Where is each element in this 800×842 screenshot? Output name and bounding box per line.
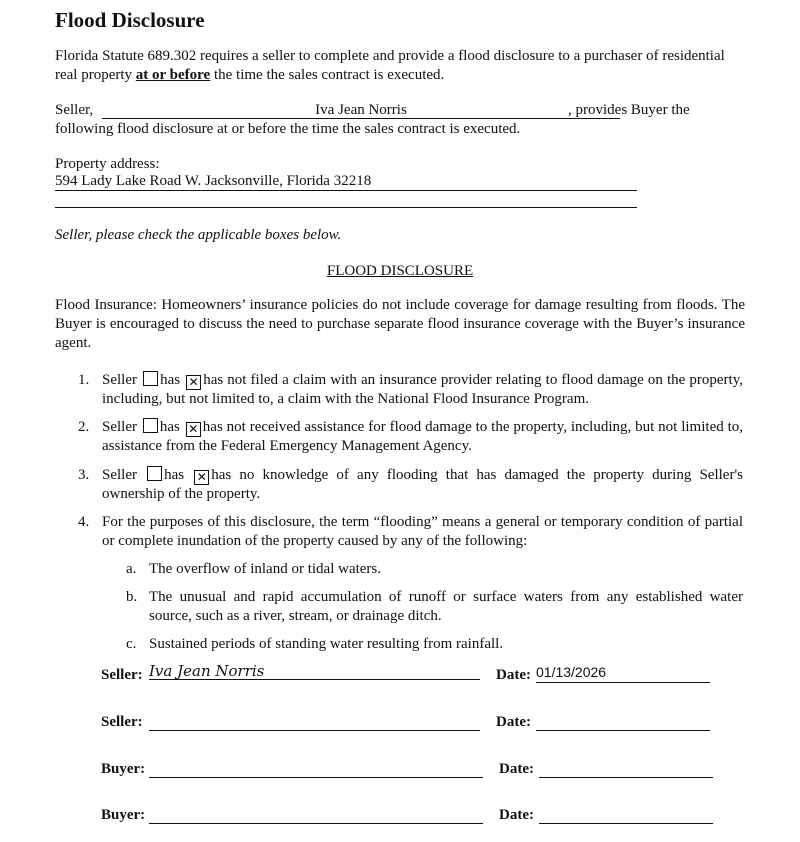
item-number: 3. <box>78 467 90 483</box>
seller-1-label: Seller: <box>101 667 143 683</box>
seller-statement <box>55 101 755 139</box>
property-address-field-2[interactable] <box>55 190 637 208</box>
sub-letter: b. <box>126 589 138 605</box>
buyer-2-signature-field[interactable] <box>149 806 483 824</box>
intro-text-after: the time the sales contract is executed. <box>210 67 445 83</box>
seller-prefix: Seller, <box>55 102 94 118</box>
has-label: has <box>159 419 180 435</box>
seller-suffix: , provides Buyer the <box>568 102 690 118</box>
item-seller-label: Seller <box>102 372 137 388</box>
sub-letter: c. <box>126 636 137 652</box>
disclosure-item-3 <box>78 466 743 506</box>
statute-intro <box>55 47 745 85</box>
has-not-checkbox-1[interactable]: ✕ <box>186 375 201 390</box>
sub-letter: a. <box>126 561 137 577</box>
buyer-1-label: Buyer: <box>101 761 146 777</box>
item-seller-label: Seller <box>102 419 137 435</box>
document-title: Flood Disclosure <box>55 8 205 32</box>
seller-1-date-field[interactable]: 01/13/2026 <box>536 664 710 683</box>
seller-2-date-label: Date: <box>496 714 531 730</box>
section-heading-text: FLOOD DISCLOSURE <box>326 263 474 279</box>
property-address-label: Property address: <box>55 156 160 172</box>
item-text: has not received assistance for flood damage to the property, including, but not limited to, assistance from the Federal Emergency Management Agency. <box>102 419 744 454</box>
item-number: 1. <box>78 372 90 388</box>
disclosure-item-2 <box>78 418 743 458</box>
buyer-2-date-field[interactable] <box>539 806 713 824</box>
property-address-field[interactable]: 594 Lady Lake Road W. Jacksonville, Florida 32218 <box>55 173 637 191</box>
has-label: has <box>164 467 185 483</box>
seller-2-label: Seller: <box>101 714 143 730</box>
intro-text-before: Florida Statute 689.302 requires a seller to complete and provide a flood disclosure to a purchaser of residential real property <box>55 48 725 83</box>
has-checkbox-1[interactable] <box>143 371 158 386</box>
item-text: has not filed a claim with an insurance provider relating to flood damage on the property, including, but not limited to, a claim with the National Flood Insurance Program. <box>102 372 743 407</box>
item-text: For the purposes of this disclosure, the term “flooding” means a general or temporary condition of partial or complete inundation of the property caused by any of the following: <box>102 514 743 549</box>
item-text: has no knowledge of any flooding that has damaged the property during Seller's ownership of the property. <box>102 467 743 502</box>
buyer-1-date-field[interactable] <box>539 760 713 778</box>
insurance-paragraph: Flood Insurance: Homeowners’ insurance policies do not include coverage for damage resulting from floods. The Buyer is encouraged to discuss the need to purchase separate flood insurance coverage with the Buyer’s insurance agent. <box>55 297 745 351</box>
seller-1-date-label: Date: <box>496 667 531 683</box>
item-number: 4. <box>78 514 90 530</box>
seller-1-signature-field[interactable]: Iva Jean Norris <box>149 662 480 680</box>
buyer-2-date-label: Date: <box>499 807 534 823</box>
instruction-text: Seller, please check the applicable boxes below. <box>55 227 342 243</box>
flooding-condition-a <box>126 560 743 580</box>
seller-statement-line2: following flood disclosure at or before the time the sales contract is executed. <box>55 121 521 137</box>
sub-text: The unusual and rapid accumulation of runoff or surface waters from any established water source, such as a river, stream, or drainage ditch. <box>149 589 743 624</box>
flooding-condition-c <box>126 635 743 655</box>
has-not-checkbox-2[interactable]: ✕ <box>186 422 201 437</box>
has-label: has <box>160 372 181 388</box>
has-checkbox-2[interactable] <box>143 418 158 433</box>
has-not-checkbox-3[interactable]: ✕ <box>194 470 209 485</box>
seller-2-signature-field[interactable] <box>149 713 480 731</box>
seller-2-date-field[interactable] <box>536 713 710 731</box>
disclosure-item-1 <box>78 371 743 411</box>
buyer-1-signature-field[interactable] <box>149 760 483 778</box>
disclosure-item-4 <box>78 513 743 553</box>
flooding-condition-b <box>126 588 743 628</box>
item-number: 2. <box>78 419 90 435</box>
sub-text: The overflow of inland or tidal waters. <box>149 561 382 577</box>
buyer-2-label: Buyer: <box>101 807 146 823</box>
intro-emphasis: at or before <box>135 67 211 83</box>
has-checkbox-3[interactable] <box>147 466 162 481</box>
item-seller-label: Seller <box>102 467 137 483</box>
seller-name-field[interactable]: Iva Jean Norris <box>102 101 620 119</box>
section-heading <box>0 263 800 280</box>
sub-text: Sustained periods of standing water resulting from rainfall. <box>149 636 504 652</box>
buyer-1-date-label: Date: <box>499 761 534 777</box>
